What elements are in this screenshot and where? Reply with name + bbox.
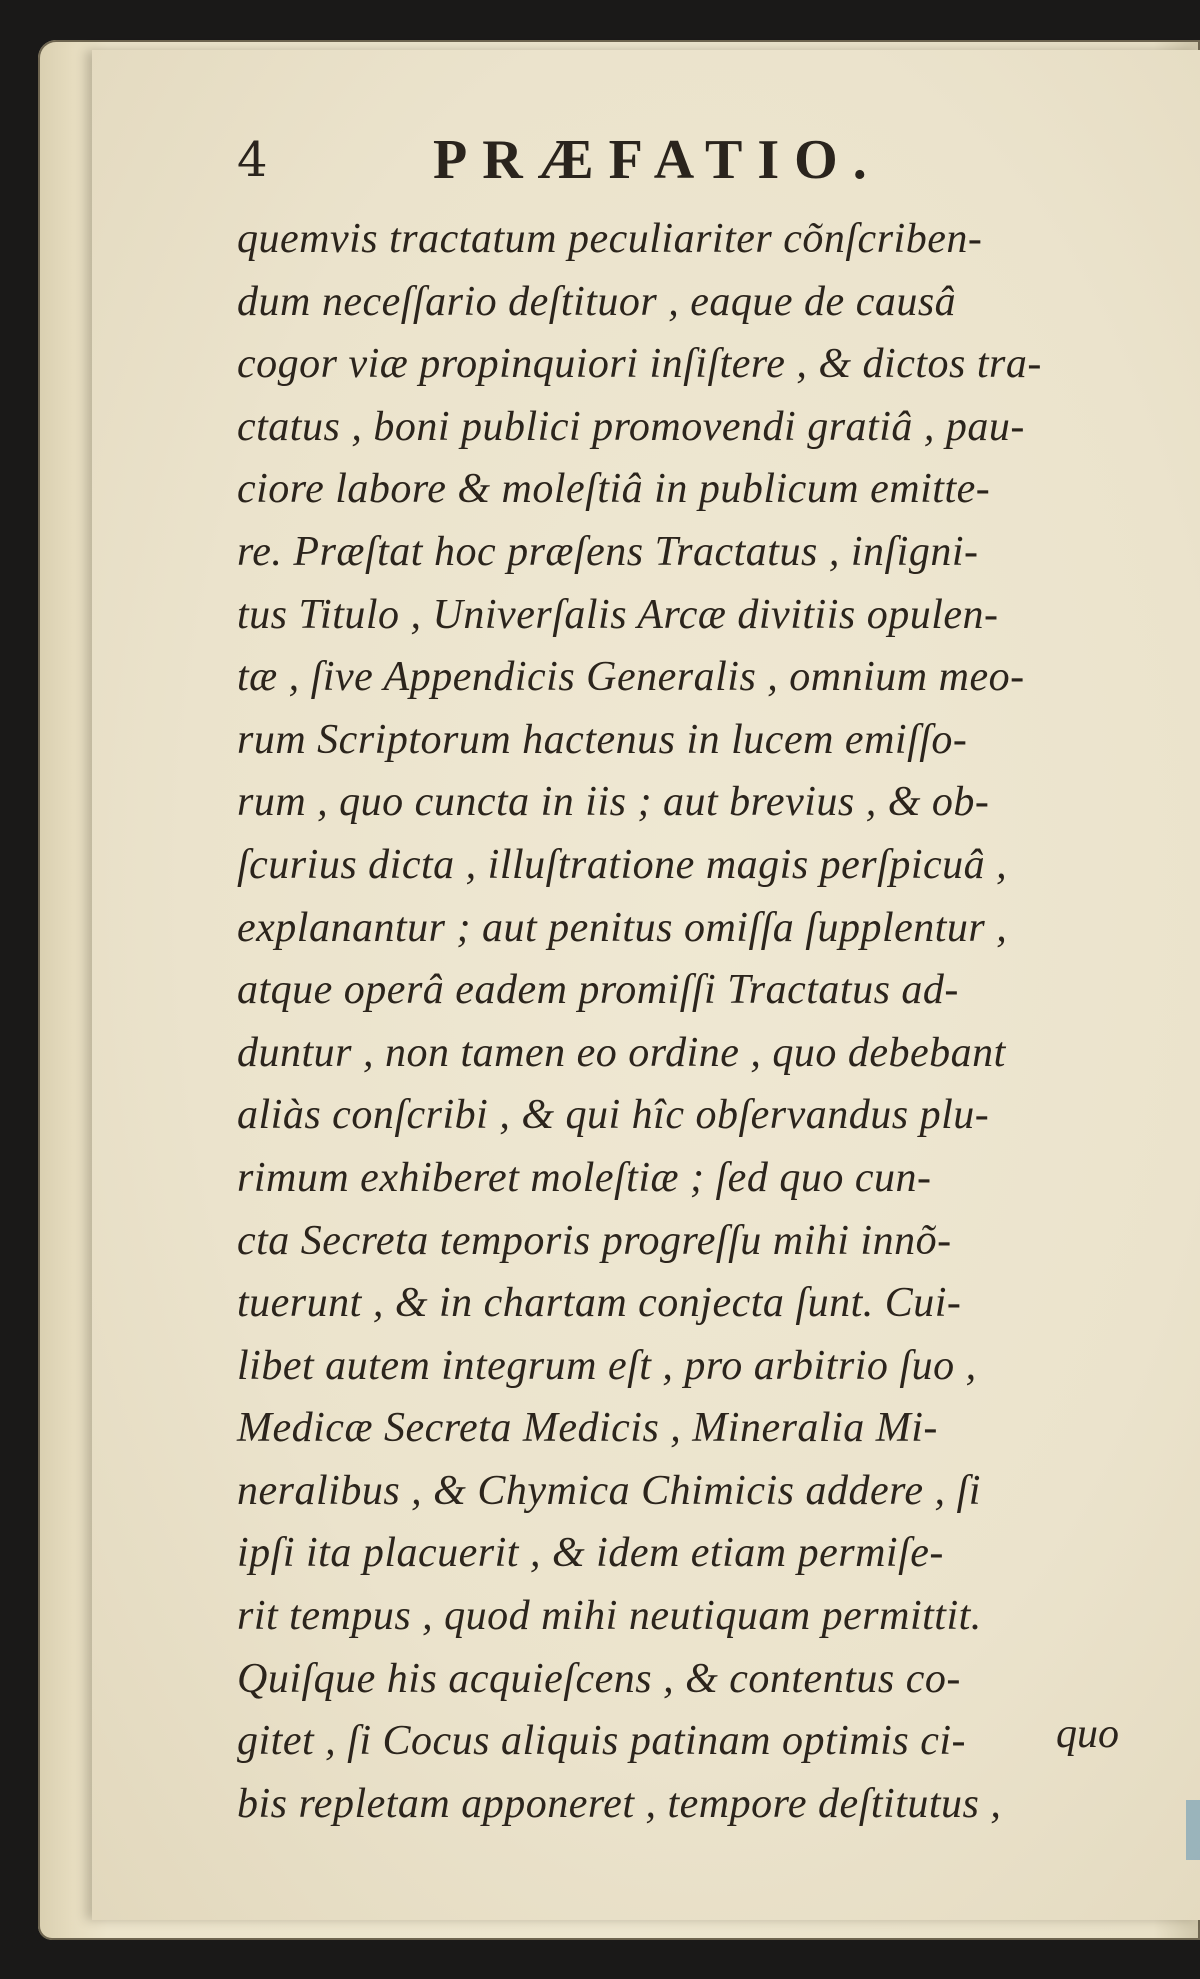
- text-line: libet autem integrum eſt , pro arbitrio ſuo ,: [237, 1342, 977, 1389]
- text-line: ſcurius dicta , illuſtratione magis perſpicuâ ,: [237, 841, 1008, 888]
- running-head: PRÆFATIO.: [433, 129, 882, 191]
- text-line: cogor viæ propinquiori inſiſtere , & dictos tra-: [237, 341, 1042, 388]
- text-line: atque operâ eadem promiſſi Tractatus ad-: [237, 967, 959, 1014]
- page-number: 4: [237, 132, 268, 188]
- text-line: neralibus , & Chymica Chimicis addere , ſi: [237, 1467, 981, 1514]
- text-line: ctatus , boni publici promovendi gratiâ , pau-: [237, 403, 1025, 450]
- text-line: aliàs conſcribi , & qui hîc obſervandus plu-: [237, 1092, 990, 1139]
- text-line: duntur , non tamen eo ordine , quo debebant: [237, 1029, 1006, 1076]
- text-line: rit tempus , quod mihi neutiquam permittit.: [237, 1593, 982, 1640]
- text-line: rum , quo cuncta in iis ; aut brevius , & ob-: [237, 779, 990, 826]
- text-line: tus Titulo , Univerſalis Arcæ divitiis opulen-: [237, 591, 999, 638]
- text-line: ciore labore & moleſtiâ in publicum emitte-: [237, 466, 991, 513]
- text-line: quemvis tractatum peculiariter cõnſcriben-: [237, 216, 983, 262]
- page-header: [237, 128, 1117, 191]
- bookmark-ribbon: [1186, 1800, 1200, 1860]
- text-line: gitet , ſi Cocus aliquis patinam optimis ci-: [237, 1718, 966, 1765]
- text-line: cta Secreta temporis progreſſu mihi innõ-: [237, 1217, 952, 1264]
- text-line: ipſi ita placuerit , & idem etiam permiſe-: [237, 1530, 944, 1577]
- text-line: Quiſque his acquieſcens , & contentus co-: [237, 1655, 961, 1702]
- text-line: dum neceſſario deſtituor , eaque de causâ: [237, 278, 957, 325]
- text-line: explanantur ; aut penitus omiſſa ſupplentur ,: [237, 904, 1008, 951]
- catchword: quo: [1056, 1711, 1119, 1757]
- text-line: tæ , ſive Appendicis Generalis , omnium meo-: [237, 654, 1025, 701]
- text-line: tuerunt , & in chartam conjecta ſunt. Cui-: [237, 1280, 962, 1327]
- text-line: bis repletam apponeret , tempore deſtitutus ,: [237, 1780, 1002, 1827]
- text-line: rum Scriptorum hactenus in lucem emiſſo-: [237, 716, 968, 763]
- body-text: [237, 208, 1127, 1835]
- text-line: rimum exhiberet moleſtiæ ; ſed quo cun-: [237, 1154, 932, 1201]
- text-line: re. Præſtat hoc præſens Tractatus , inſigni-: [237, 528, 979, 575]
- text-line: Medicæ Secreta Medicis , Mineralia Mi-: [237, 1405, 938, 1452]
